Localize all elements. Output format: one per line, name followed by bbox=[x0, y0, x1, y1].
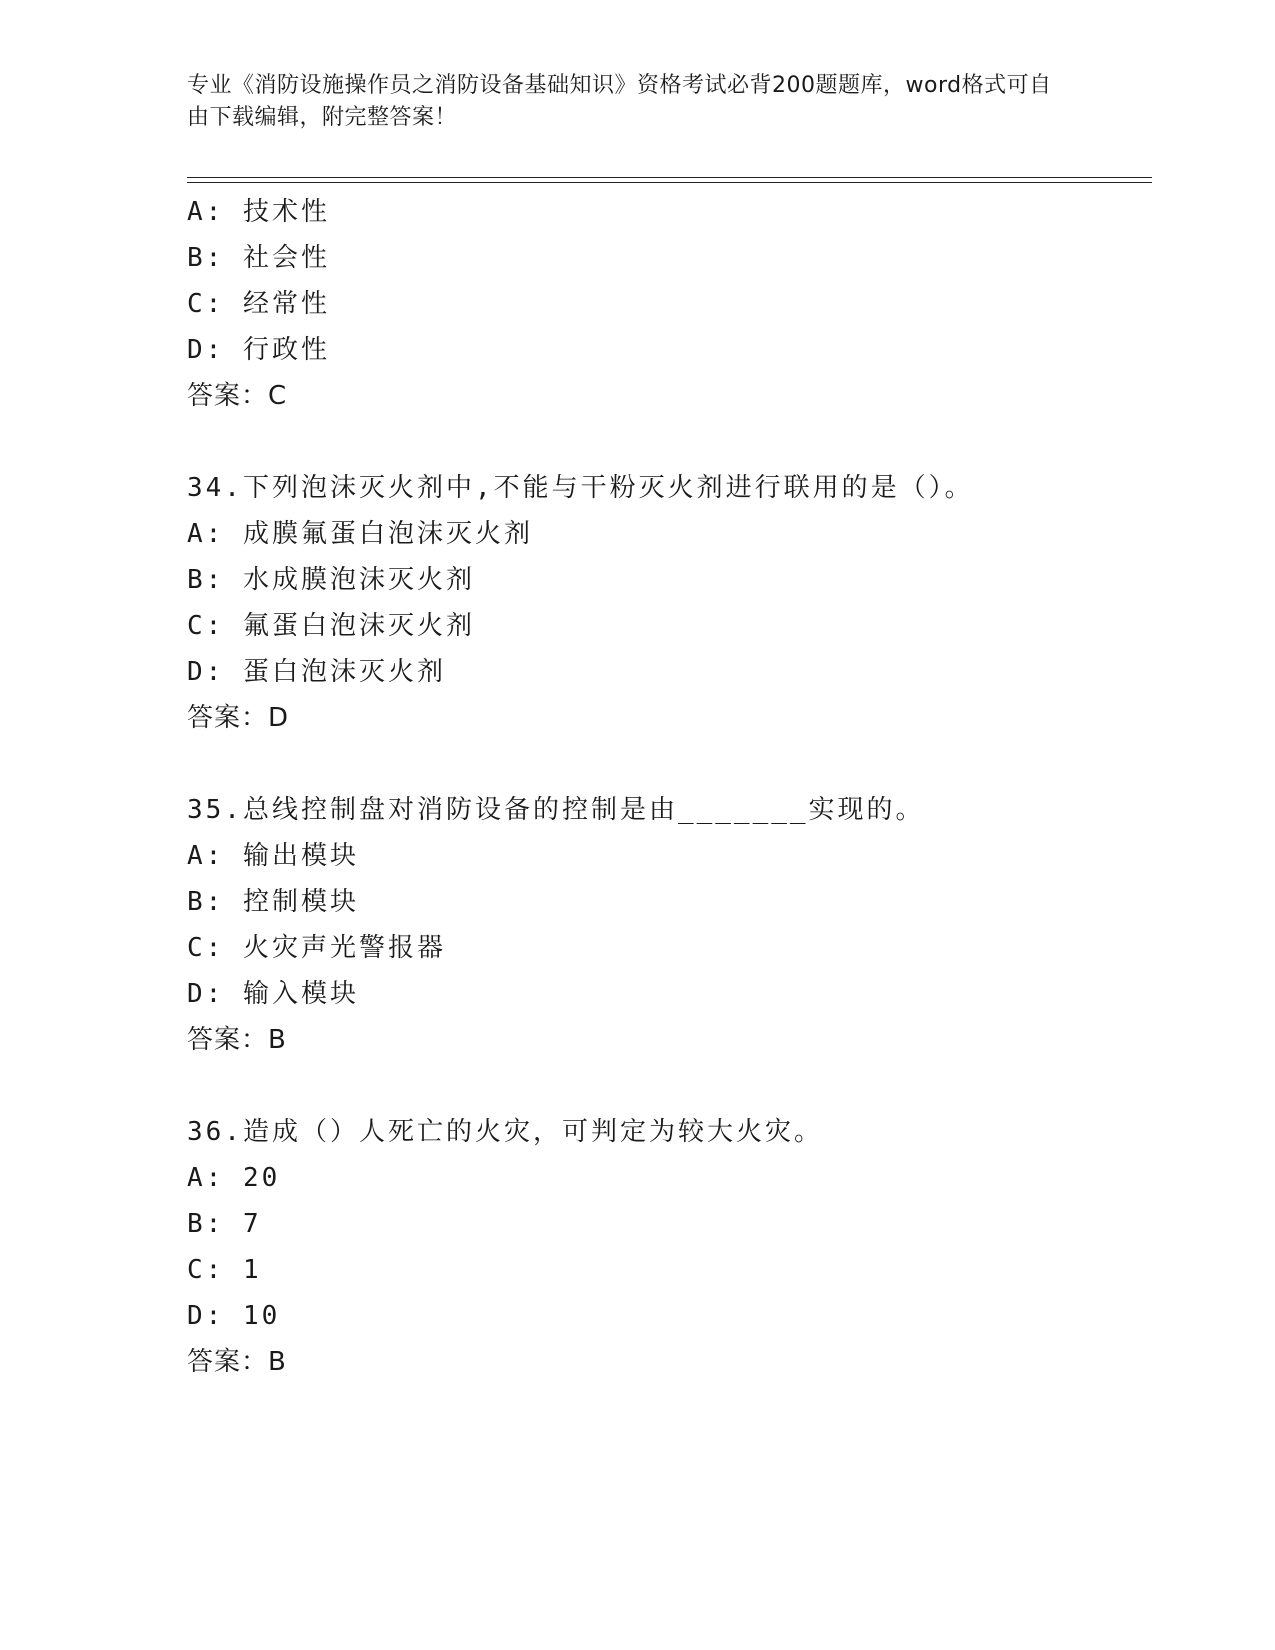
option-c: C: 氟蛋白泡沫灭火剂 bbox=[187, 611, 475, 641]
answer-line: 答案：B bbox=[187, 1025, 287, 1055]
spacer bbox=[187, 1063, 1147, 1109]
answer-line: 答案：C bbox=[187, 381, 288, 411]
header-divider-bottom bbox=[187, 182, 1152, 183]
option-c: C: 经常性 bbox=[187, 289, 330, 319]
question-list bbox=[187, 189, 1147, 1385]
option-a: A: 技术性 bbox=[187, 197, 330, 227]
option-b: B: 7 bbox=[187, 1209, 262, 1239]
spacer bbox=[187, 741, 1147, 787]
option-d: D: 行政性 bbox=[187, 335, 330, 365]
option-c: C: 1 bbox=[187, 1255, 262, 1285]
option-a: A: 20 bbox=[187, 1163, 281, 1193]
option-d: D: 蛋白泡沫灭火剂 bbox=[187, 657, 446, 687]
question-stem: 34.下列泡沫灭火剂中,不能与干粉灭火剂进行联用的是（）。 bbox=[187, 473, 974, 503]
option-a: A: 成膜氟蛋白泡沫灭火剂 bbox=[187, 519, 533, 549]
question-block-35 bbox=[187, 787, 1147, 1063]
option-b: B: 社会性 bbox=[187, 243, 330, 273]
document-header: 专业《消防设施操作员之消防设备基础知识》资格考试必背200题题库，word格式可自由下载编辑，附完整答案！ bbox=[187, 73, 1052, 130]
option-d: D: 10 bbox=[187, 1301, 281, 1331]
question-block-prev bbox=[187, 189, 1147, 419]
option-c: C: 火灾声光警报器 bbox=[187, 933, 446, 963]
option-d: D: 输入模块 bbox=[187, 979, 359, 1009]
spacer bbox=[187, 419, 1147, 465]
answer-line: 答案：D bbox=[187, 703, 290, 733]
option-b: B: 控制模块 bbox=[187, 887, 359, 917]
question-stem: 36.造成（）人死亡的火灾，可判定为较大火灾。 bbox=[187, 1117, 823, 1147]
option-a: A: 输出模块 bbox=[187, 841, 359, 871]
question-block-36 bbox=[187, 1109, 1147, 1385]
option-b: B: 水成膜泡沫灭火剂 bbox=[187, 565, 475, 595]
header-divider-top bbox=[187, 177, 1152, 178]
question-block-34 bbox=[187, 465, 1147, 741]
answer-line: 答案：B bbox=[187, 1347, 287, 1377]
question-stem: 35.总线控制盘对消防设备的控制是由_______实现的。 bbox=[187, 795, 925, 825]
